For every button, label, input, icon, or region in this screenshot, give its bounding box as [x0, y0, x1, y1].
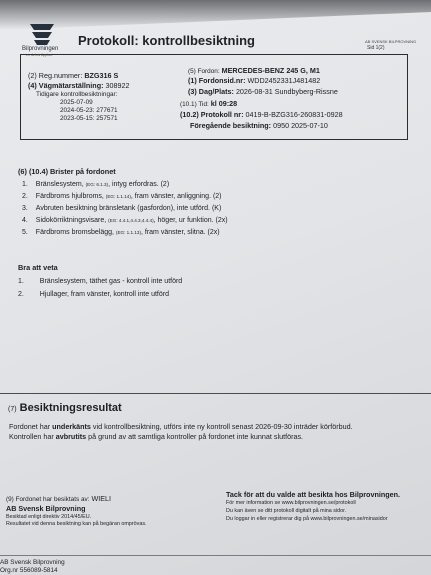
defect-item: 4. Sidokörriktningsvisare, (EG: 4.4.1,4.4.3,4.4.4), höger, ur funktion. (2x): [22, 217, 228, 224]
previous-inspection-row: 2023-05-15: 257571: [60, 115, 118, 122]
bottom-company: AB Svensk Bilprovning: [0, 559, 65, 566]
company-name: AB Svensk Bilprovning: [6, 504, 86, 513]
info-line: Du kan även se ditt protokoll digitalt på mina sidor.: [226, 508, 347, 514]
reg-number: (2) Reg.nummer: BZG316 S: [28, 71, 119, 80]
good-to-know-item: 1. Bränslesystem, täthet gas - kontroll inte utförd: [18, 278, 183, 285]
previous-inspection-row: 2025-07-09: [60, 99, 93, 106]
directive-note: Besiktad enligt direktiv 2014/45/EU.: [6, 514, 92, 520]
vehicle-id: (1) Fordonsid.nr: WDD2452331J481482: [188, 76, 321, 85]
thanks-text: Tack för att du valde att besikta hos Bilprovningen.: [226, 490, 400, 499]
corner-tag: AB SVENSK BILPROVNING: [365, 39, 417, 44]
odometer: (4) Vägmätarställning: 308922: [28, 81, 130, 90]
inspection-date-place: (3) Dag/Plats: 2026-08-31 Sundbyberg-Rissne: [188, 87, 338, 96]
defects-title: (6) (10.4) Brister på fordonet: [18, 167, 116, 176]
logo-subtitle: en del av Applus+: [26, 53, 54, 57]
page-title: Protokoll: kontrollbesiktning: [78, 33, 255, 48]
defect-item: 1. Bränslesystem, (EG: 6.1.3), intyg erfordras. (2): [22, 181, 170, 188]
info-line: Du loggar in eller registrerar dig på www.bilprovningen.se/minasidor: [226, 516, 388, 522]
inspector: (9) Fordonet har besiktats av: WIELI: [6, 494, 112, 503]
info-line: För mer information se www.bilprovningen.se/protokoll: [226, 500, 356, 506]
org-number: Org.nr 556089-5814: [0, 567, 58, 574]
defect-item: 5. Färdbroms bromsbelägg, (EG: 1.1.13), fram vänster, slitna. (2x): [22, 229, 220, 236]
page-number: Sid 1(2): [367, 45, 385, 51]
inspection-time: (10.1) Tid: kl 09:28: [180, 99, 238, 108]
paper-shadow: [0, 0, 431, 30]
footer-divider: [0, 555, 431, 556]
defect-item: 2. Färdbroms hjulbroms, (EG: 1.1.14), fram vänster, anliggning. (2): [22, 193, 222, 200]
defect-item: 3. Avbruten besiktning bränsletank (gasfordon), inte utförd. (K): [22, 205, 222, 212]
vehicle-model: (5) Fordon: MERCEDES-BENZ 245 G, M1: [188, 66, 320, 75]
previous-inspection: Föregående besiktning: 0950 2025-07-10: [190, 121, 328, 130]
logo-name: Bilprovningen: [22, 46, 59, 52]
previous-inspection-row: 2024-05-23: 277671: [60, 107, 118, 114]
result-heading: (7) Besiktningsresultat: [8, 402, 122, 414]
good-to-know-title: Bra att veta: [18, 263, 58, 272]
good-to-know-item: 2. Hjullager, fram vänster, kontroll inte utförd: [18, 291, 169, 298]
protocol-number: (10.2) Protokoll nr: 0419-B-BZG316-260831-0928: [180, 110, 343, 119]
previous-inspections-label: Tidigare kontrollbesiktningar:: [36, 91, 118, 98]
result-line-2: Kontrollen har avbrutits på grund av att samtliga kontroller på fordonet inte kunnat slutföras.: [9, 432, 304, 441]
result-line-1: Fordonet har underkänts vid kontrollbesiktning, utförs inte ny kontroll senast 2026-09-30 inträder körförbud.: [9, 422, 353, 431]
appeal-note: Resultatet vid denna besiktning kan på begäran omprövas.: [6, 521, 147, 527]
divider: [0, 393, 431, 394]
